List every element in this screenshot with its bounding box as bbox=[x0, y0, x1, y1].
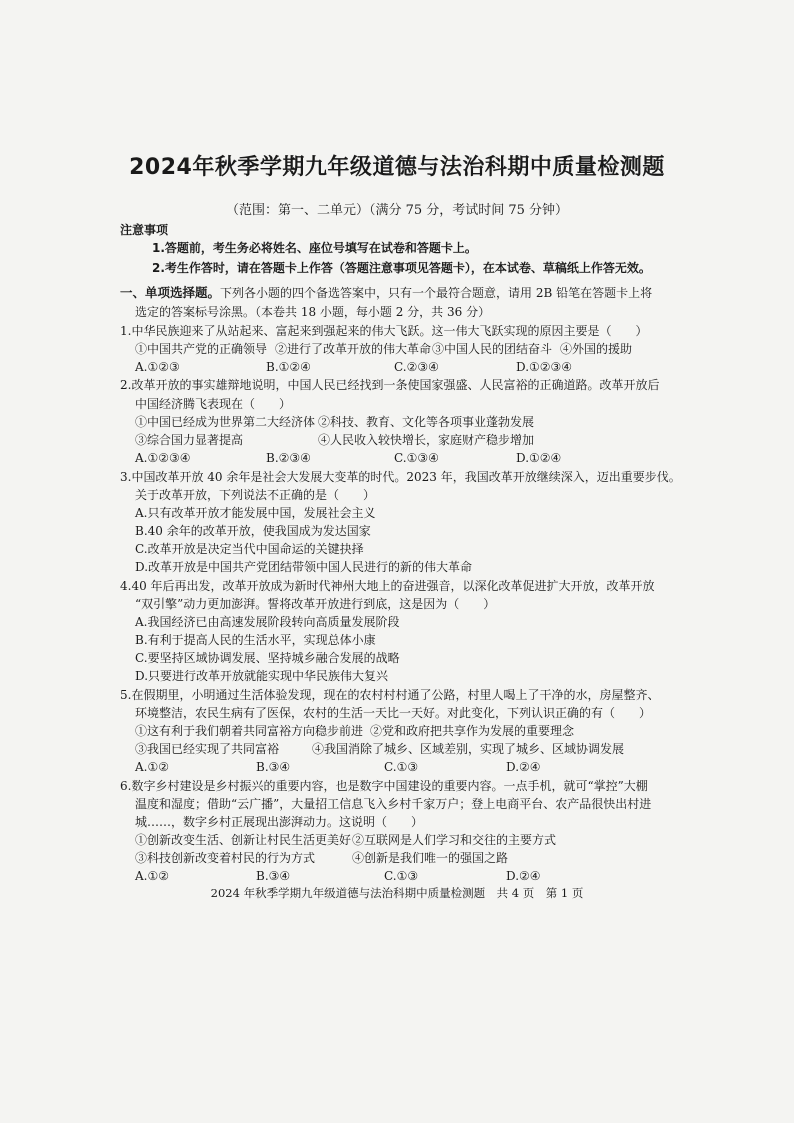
option: C.要坚持区域协调发展、坚持城乡融合发展的战略 bbox=[135, 651, 400, 665]
statement: ①这有利于我们朝着共同富裕方向稳步前进 bbox=[135, 724, 364, 738]
option: C.①③④ bbox=[394, 451, 439, 465]
option: A.①②③ bbox=[135, 360, 180, 374]
statement: ②党和政府把共享作为发展的重要理念 bbox=[370, 724, 575, 738]
statement: ②进行了改革开放的伟大革命 bbox=[275, 342, 432, 356]
statement: ④创新是我们唯一的强国之路 bbox=[352, 851, 509, 865]
question-stem: 温度和湿度；借助“云广播”，大量招工信息飞入乡村千家万户；登上电商平台、农产品很快出村进 bbox=[135, 797, 652, 811]
question-stem: 关于改革开放，下列说法不正确的是（ ） bbox=[135, 488, 376, 502]
statement: ④人民收入较快增长，家庭财产稳步增加 bbox=[318, 433, 535, 447]
notice-item: 1.答题前，考生务必将姓名、座位号填写在试卷和答题卡上。 bbox=[152, 241, 477, 255]
statement: ③综合国力显著提高 bbox=[135, 433, 244, 447]
statement: ①创新改变生活、创新让村民生活更美好 bbox=[135, 833, 352, 847]
option: B.③④ bbox=[256, 760, 291, 774]
page-title: 2024年秋季学期九年级道德与法治科期中质量检测题 bbox=[129, 155, 665, 180]
question-stem: 4.40 年后再出发，改革开放成为新时代神州大地上的奋进强音，以深化改革促进扩大开放，改革开放 bbox=[120, 579, 655, 593]
option: C.①③ bbox=[384, 760, 419, 774]
option: B.40 余年的改革开放，使我国成为发达国家 bbox=[135, 524, 371, 538]
statement: ④我国消除了城乡、区域差别，实现了城乡、区域协调发展 bbox=[312, 742, 625, 756]
option: D.②④ bbox=[506, 760, 541, 774]
option: C.改革开放是决定当代中国命运的关键抉择 bbox=[135, 542, 364, 556]
option: A.我国经济已由高速发展阶段转向高质量发展阶段 bbox=[135, 615, 400, 629]
option: B.③④ bbox=[256, 869, 291, 883]
statement: ③科技创新改变着村民的行为方式 bbox=[135, 851, 316, 865]
notice-item: 2.考生作答时，请在答题卡上作答（答题注意事项见答题卡），在本试卷、草稿纸上作答无效。 bbox=[152, 261, 651, 275]
option: D.只要进行改革开放就能实现中华民族伟大复兴 bbox=[135, 669, 389, 683]
section-heading: 一、单项选择题。 bbox=[120, 285, 221, 300]
section-intro-text: 选定的答案标号涂黑。（本卷共 18 小题，每小题 2 分，共 36 分） bbox=[135, 305, 491, 319]
option: A.①② bbox=[135, 869, 169, 883]
question-stem: 3.中国改革开放 40 余年是社会大发展大变革的时代。2023 年，我国改革开放继续深入，迈出重要步伐。 bbox=[120, 470, 681, 484]
statement: ②互联网是人们学习和交往的主要方式 bbox=[352, 833, 557, 847]
option: A.只有改革开放才能发展中国，发展社会主义 bbox=[135, 506, 376, 520]
statement: ③我国已经实现了共同富裕 bbox=[135, 742, 280, 756]
page-footer: 2024 年秋季学期九年级道德与法治科期中质量检测题 共 4 页 第 1 页 bbox=[210, 886, 584, 900]
question-stem: 2.改革开放的事实雄辩地说明，中国人民已经找到一条使国家强盛、人民富裕的正确道路。改革开放后 bbox=[120, 378, 660, 392]
option: B.有利于提高人民的生活水平，实现总体小康 bbox=[135, 633, 376, 647]
statement: ②科技、教育、文化等各项事业蓬勃发展 bbox=[318, 415, 535, 429]
question-stem: “双引擎”动力更加澎湃。誓将改革开放进行到底，这是因为（ ） bbox=[135, 597, 496, 611]
option: A.①②③④ bbox=[135, 451, 191, 465]
section-intro-text: 下列各小题的四个备选答案中，只有一个最符合题意，请用 2B 铅笔在答题卡上将 bbox=[220, 286, 653, 300]
statement: ④外国的援助 bbox=[560, 342, 633, 356]
question-stem: 5.在假期里，小明通过生活体验发现，现在的农村村村通了公路，村里人喝上了干净的水，房屋整齐、 bbox=[120, 688, 660, 702]
section-intro bbox=[120, 285, 652, 301]
option: D.①②④ bbox=[516, 451, 562, 465]
statement: ①中国共产党的正确领导 bbox=[135, 342, 268, 356]
option: B.②③④ bbox=[266, 451, 311, 465]
question-stem: 环境整洁，农民生病有了医保，农村的生活一天比一天好。对此变化，下列认识正确的有（ ） bbox=[135, 706, 652, 720]
option: D.①②③④ bbox=[516, 360, 573, 374]
statement: ①中国已经成为世界第二大经济体 bbox=[135, 415, 316, 429]
question-stem: 6.数字乡村建设是乡村振兴的重要内容，也是数字中国建设的重要内容。一点手机，就可“掌控”大棚 bbox=[120, 779, 648, 793]
question-stem: 城……，数字乡村正展现出澎湃动力。这说明（ ） bbox=[135, 815, 424, 829]
option: D.改革开放是中国共产党团结带领中国人民进行的新的伟大革命 bbox=[135, 560, 473, 574]
option: B.①②④ bbox=[266, 360, 311, 374]
statement: ③中国人民的团结奋斗 bbox=[432, 342, 553, 356]
option: D.②④ bbox=[506, 869, 541, 883]
question-stem: 1.中华民族迎来了从站起来、富起来到强起来的伟大飞跃。这一伟大飞跃实现的原因主要是（ ） bbox=[120, 324, 648, 338]
page-subtitle: （范围：第一、二单元）（满分 75 分，考试时间 75 分钟） bbox=[225, 203, 569, 218]
option: C.①③ bbox=[384, 869, 419, 883]
option: C.②③④ bbox=[394, 360, 439, 374]
notice-heading: 注意事项 bbox=[120, 223, 169, 237]
question-stem: 中国经济腾飞表现在（ ） bbox=[135, 397, 292, 411]
option: A.①② bbox=[135, 760, 169, 774]
